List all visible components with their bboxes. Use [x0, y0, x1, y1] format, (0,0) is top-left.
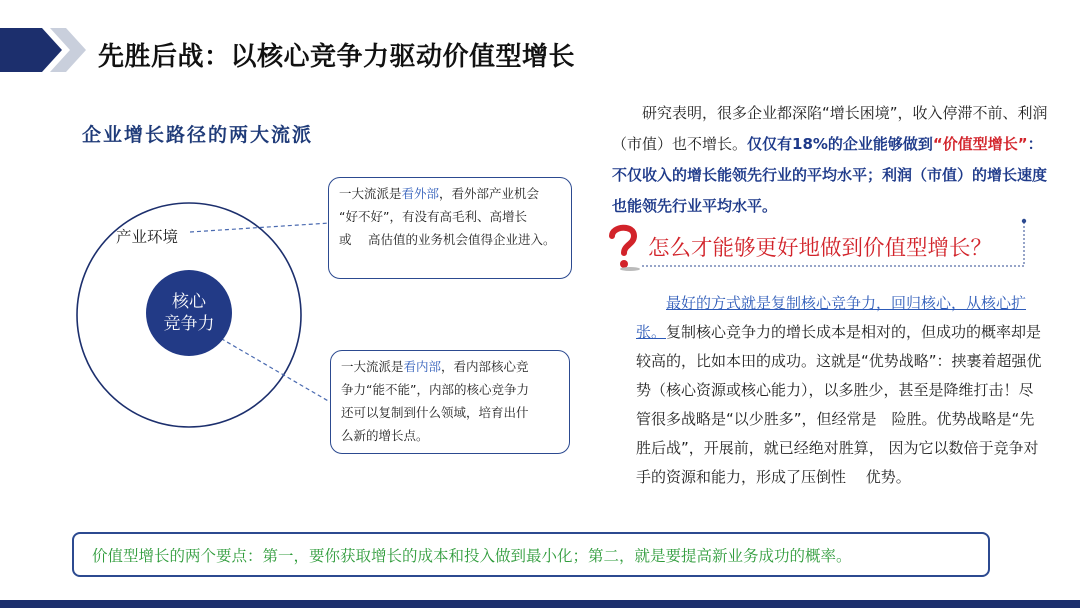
bubble-top-line2: “好不好”，有没有高毛利、高增长	[339, 209, 527, 224]
bubble-bottom-line4: 么新的增长点。	[341, 428, 429, 443]
header-chevron-decoration	[0, 24, 100, 76]
external-school-bubble	[328, 177, 572, 279]
question-mark-icon	[604, 222, 642, 272]
bubble-bottom-line3: 还可以复制到什么领域，培育出什	[341, 405, 529, 420]
key-points-text: 价值型增长的两个要点：第一，要你获取增长的成本和投入做到最小化；第二，就是要提高新业务成功的概率。	[92, 547, 852, 565]
core-label-line2: 竞争力	[163, 314, 215, 334]
bubble-top-line1: 一大流派是看外部，看外部产业机会	[339, 186, 540, 201]
strategy-paragraph: 最好的方式就是复制核心竞争力，回归核心，从核心扩张。复制核心竞争力的增长成本是相对的，但成功的概率却是较高的，比如本田的成功。这就是“优势战略”：挟裹着超强优势（核心资源或核心能力），以多胜少，甚至是降维打击！尽管很多战略是“以少胜多”，但经常是 险胜。优势战略是“先胜后战”，开展前，就已经绝对胜算， 因为它以数倍于竞争对手的资源和能力，形成了压倒性 优势。	[636, 294, 1042, 486]
core-competence-circle	[146, 270, 232, 356]
question-heading: 怎么才能够更好地做到价值型增长？	[648, 236, 993, 261]
section-subtitle: 企业增长路径的两大流派	[82, 124, 314, 146]
bottom-bar	[0, 600, 1080, 608]
page-title: 先胜后战：以核心竞争力驱动价值型增长	[98, 42, 576, 72]
research-paragraph: 研究表明，很多企业都深陷“增长困境”，收入停滞不前、利润（市值）也不增长。仅仅有18%的企业能够做到“价值型增长”：不仅收入的增长能领先行业的平均水平；利润（市值）的增长速度也能领先行业平均水平。	[612, 104, 1048, 215]
internal-school-bubble	[330, 350, 570, 454]
connector-top	[190, 223, 330, 232]
connector-bottom	[215, 335, 330, 402]
bubble-bottom-line2: 争力“能不能”，内部的核心竞争力	[341, 382, 529, 397]
bubble-top-line3: 或 高估值的业务机会值得企业进入。	[339, 232, 556, 247]
core-label-line1: 核心	[172, 292, 206, 312]
bubble-bottom-line1: 一大流派是看内部，看内部核心竞	[341, 359, 529, 374]
industry-environment-label: 产业环境	[116, 228, 179, 246]
question-frame-lines	[642, 216, 1034, 270]
